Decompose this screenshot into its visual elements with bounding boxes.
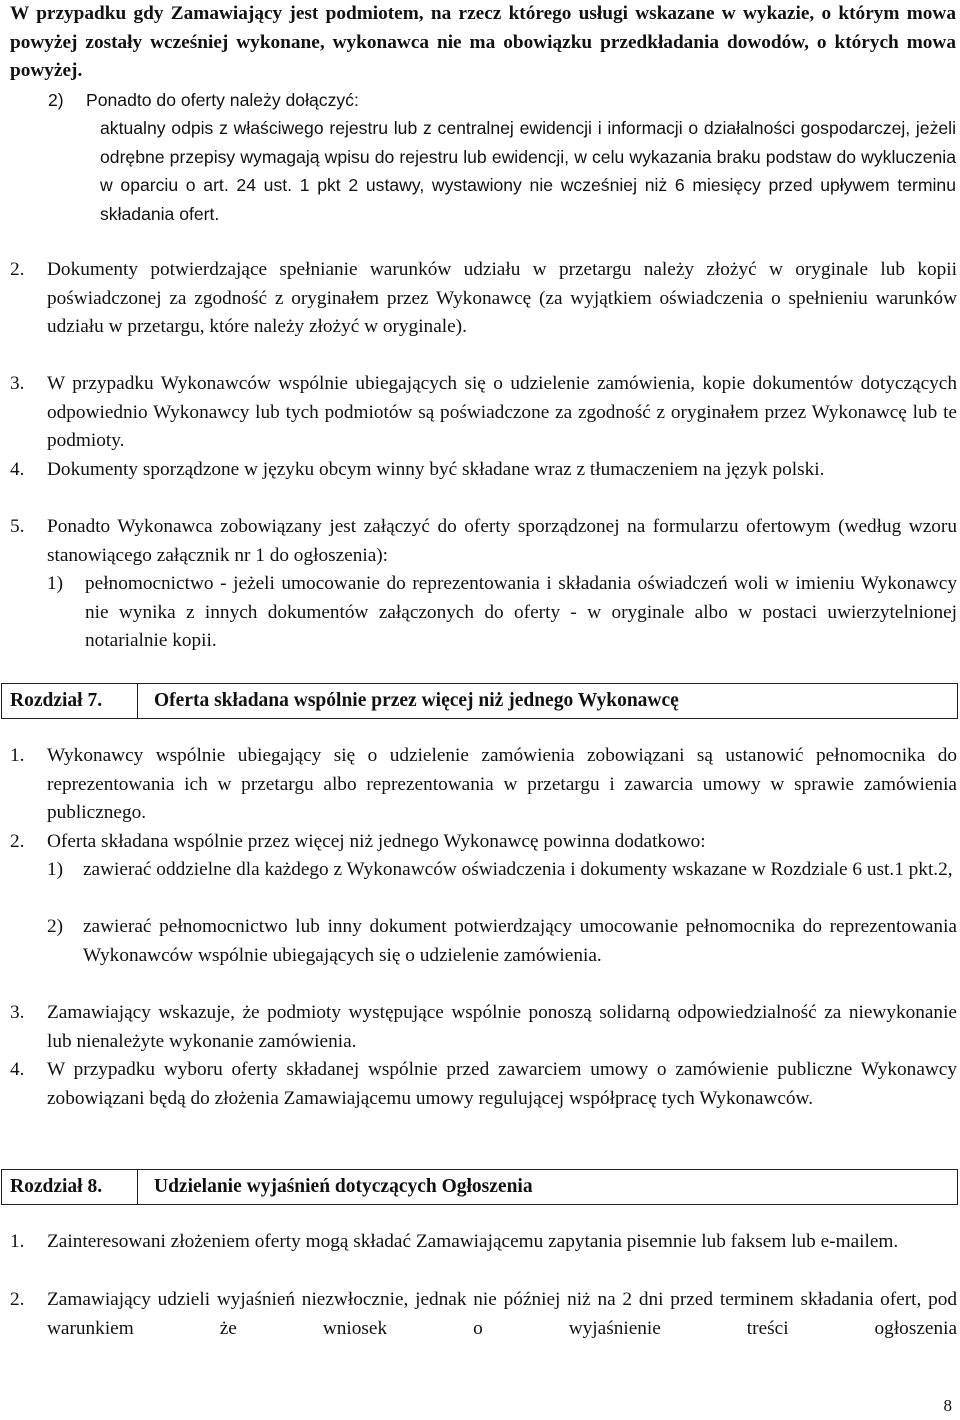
- ch7-item-3-number: 3.: [10, 1002, 25, 1023]
- ch7-item-1-number: 1.: [10, 745, 25, 766]
- item-3-number: 3.: [10, 373, 25, 394]
- ch7-sub-2-number: 2): [47, 916, 64, 937]
- chapter-8-title: Udzielanie wyjaśnień dotyczących Ogłoszenia: [154, 1176, 533, 1197]
- item-5-sub-number: 1): [47, 573, 64, 594]
- item-5-text: Ponadto Wykonawca zobowiązany jest załączyć do oferty sporządzonej na formularzu ofertowym (według wzoru stanowiącego załącznik nr 1 do ogłoszenia):: [47, 516, 957, 566]
- ch7-item-1-text: Wykonawcy wspólnie ubiegający się o udzielenie zamówienia zobowiązani są ustanowić pełnomocnika do reprezentowania ich w przetargu albo reprezentowania w przetargu i zawarcia umowy w sprawie zamówienia publicznego.: [47, 745, 957, 824]
- ch8-item-2-number: 2.: [10, 1289, 25, 1310]
- item-3-text: W przypadku Wykonawców wspólnie ubiegających się o udzielenie zamówienia, kopie dokumentów dotyczących odpowiednio Wykonawcy lub tych podmiotów są poświadczone za zgodność z oryginałem przez Wykonawcę lub te podmioty.: [47, 373, 957, 452]
- ch7-item-3-text: Zamawiający wskazuje, że podmioty występujące wspólnie ponoszą solidarną odpowiedzialność za niewykonanie lub nienależyte wykonanie zamówienia.: [47, 1002, 957, 1052]
- chapter-7-label: Rozdział 7.: [10, 690, 103, 711]
- item-2-number: 2.: [10, 259, 25, 280]
- ch7-sub-1-number: 1): [47, 859, 64, 880]
- ch7-item-4-number: 4.: [10, 1059, 25, 1080]
- intro-paragraph: W przypadku gdy Zamawiający jest podmiotem, na rzecz którego usługi wskazane w wykazie, o którym mowa powyżej zostały wcześniej wykonane, wykonawca nie ma obowiązku przedkładania dowodów, o których mowa powyżej.: [10, 3, 956, 82]
- item-4-number: 4.: [10, 459, 25, 480]
- ch8-item-1-text: Zainteresowani złożeniem oferty mogą składać Zamawiającemu zapytania pisemnie lub faksem lub e-mailem.: [47, 1231, 899, 1252]
- ch7-sub-2-text: zawierać pełnomocnictwo lub inny dokument potwierdzający umocowanie pełnomocnika do reprezentowania Wykonawców wspólnie ubiegających się o udzielenie zamówienia.: [83, 916, 957, 966]
- chapter-7-title: Oferta składana wspólnie przez więcej niż jednego Wykonawcę: [154, 690, 679, 711]
- item-5-sub-text: pełnomocnictwo - jeżeli umocowanie do reprezentowania i składania oświadczeń woli w imieniu Wykonawcy nie wynika z innych dokumentów załączonych do oferty - w oryginale albo w postaci uwierzytelnionej notarialnie kopii.: [85, 573, 957, 652]
- ch7-item-2-text: Oferta składana wspólnie przez więcej niż jednego Wykonawcę powinna dodatkowo:: [47, 831, 706, 852]
- ch7-item-4-text: W przypadku wyboru oferty składanej wspólnie przed zawarciem umowy o zamówienie publiczne Wykonawcy zobowiązani będą do złożenia Zamawiającemu umowy regulującej współpracę tych Wykonawców.: [47, 1059, 957, 1109]
- chapter-7-header: [1, 683, 958, 719]
- ch7-sub-1-text: zawierać oddzielne dla każdego z Wykonawców oświadczenia i dokumenty wskazane w Rozdziale 6 ust.1 pkt.2,: [83, 859, 953, 880]
- ch7-item-2-number: 2.: [10, 831, 25, 852]
- item-5-number: 5.: [10, 516, 25, 537]
- intro-item-number: 2): [48, 90, 64, 110]
- page-number: 8: [943, 1396, 952, 1415]
- chapter-8-label: Rozdział 8.: [10, 1176, 103, 1197]
- ch8-item-1-number: 1.: [10, 1231, 25, 1252]
- chapter-8-header: [1, 1169, 958, 1205]
- intro-item-label: Ponadto do oferty należy dołączyć:: [86, 90, 359, 110]
- ch8-item-2-text: Zamawiający udzieli wyjaśnień niezwłocznie, jednak nie później niż na 2 dni przed terminem składania ofert, pod warunkiem że wniosek o wyjaśnienie treści ogłoszenia: [47, 1289, 957, 1339]
- intro-item-body: aktualny odpis z właściwego rejestru lub z centralnej ewidencji i informacji o działalności gospodarczej, jeżeli odrębne przepisy wymagają wpisu do rejestru lub ewidencji, w celu wykazania braku podstaw do wykluczenia w oparciu o art. 24 ust. 1 pkt 2 ustawy, wystawiony nie wcześniej niż 6 miesięcy przed upływem terminu składania ofert.: [100, 118, 956, 224]
- item-2-text: Dokumenty potwierdzające spełnianie warunków udziału w przetargu należy złożyć w oryginale lub kopii poświadczonej za zgodność z oryginałem przez Wykonawcę (za wyjątkiem oświadczenia o spełnieniu warunków udziału w przetargu, które należy złożyć w oryginale).: [47, 259, 957, 338]
- item-4-text: Dokumenty sporządzone w języku obcym winny być składane wraz z tłumaczeniem na język polski.: [47, 459, 825, 480]
